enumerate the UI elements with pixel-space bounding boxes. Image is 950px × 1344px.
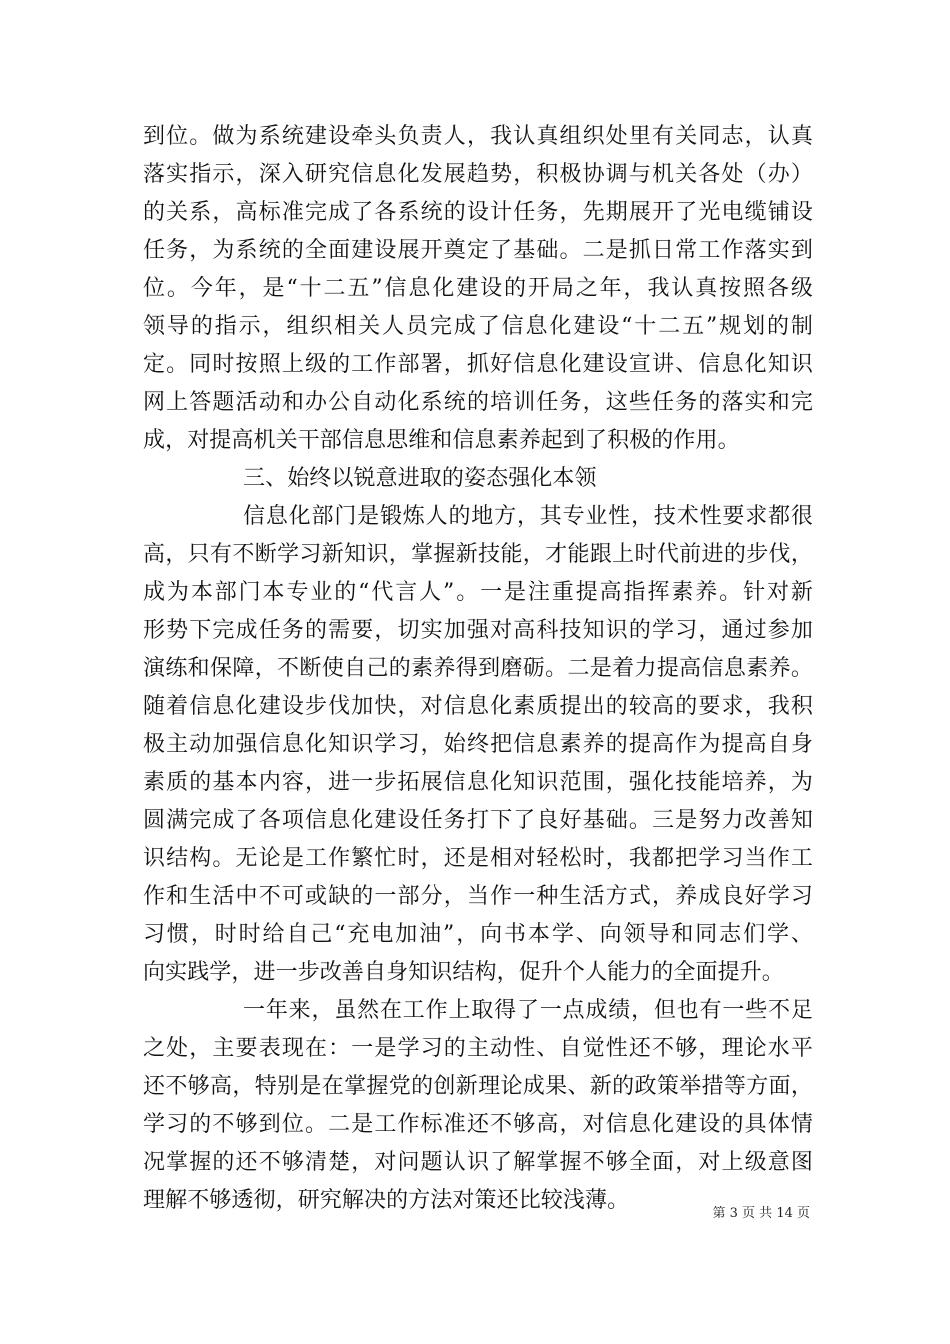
paragraph-first-line: 一年来，虽然在工作上取得了一点成绩，但也有一些不足 [243, 998, 813, 1023]
body-line: 形势下完成任务的需要，切实加强对高科技知识的学习，通过参加 [143, 618, 813, 643]
document-body [143, 118, 813, 1220]
body-line: 成为本部门本专业的“代言人”。一是注重提高指挥素养。针对新 [143, 580, 813, 605]
body-line: 随着信息化建设步伐加快，对信息化素质提出的较高的要求，我积 [143, 694, 813, 719]
body-line: 到位。做为系统建设牵头负责人，我认真组织处里有关同志，认真 [143, 124, 813, 149]
body-line: 理解不够透彻，研究解决的方法对策还比较浅薄。 [143, 1188, 630, 1213]
body-line: 素质的基本内容，进一步拓展信息化知识范围，强化技能培养，为 [143, 770, 813, 795]
body-line: 习惯，时时给自己“充电加油”，向书本学、向领导和同志们学、 [143, 922, 813, 947]
body-line: 领导的指示，组织相关人员完成了信息化建设“十二五”规划的制 [143, 314, 813, 339]
body-line: 高，只有不断学习新知识，掌握新技能，才能跟上时代前进的步伐， [143, 542, 813, 567]
body-line: 还不够高，特别是在掌握党的创新理论成果、新的政策举措等方面， [143, 1074, 813, 1099]
section-heading: 三、始终以锐意进取的姿态强化本领 [243, 466, 597, 491]
body-line: 作和生活中不可或缺的一部分，当作一种生活方式，养成良好学习 [143, 884, 813, 909]
page-number: 第 3 页 共 14 页 [712, 1206, 810, 1221]
body-line: 的关系，高标准完成了各系统的设计任务，先期展开了光电缆铺设 [143, 200, 813, 225]
body-line: 圆满完成了各项信息化建设任务打下了良好基础。三是努力改善知 [143, 808, 813, 833]
body-line: 向实践学，进一步改善自身知识结构，促升个人能力的全面提升。 [143, 960, 784, 985]
body-line: 之处，主要表现在：一是学习的主动性、自觉性还不够，理论水平 [143, 1036, 813, 1061]
body-line: 极主动加强信息化知识学习，始终把信息素养的提高作为提高自身 [143, 732, 813, 757]
body-line: 演练和保障，不断使自己的素养得到磨砺。二是着力提高信息素养。 [143, 656, 813, 681]
body-line: 学习的不够到位。二是工作标准还不够高，对信息化建设的具体情 [143, 1112, 813, 1137]
body-line: 定。同时按照上级的工作部署，抓好信息化建设宣讲、信息化知识 [143, 352, 813, 377]
paragraph-first-line: 信息化部门是锻炼人的地方，其专业性，技术性要求都很 [243, 504, 813, 529]
body-line: 位。今年，是“十二五”信息化建设的开局之年，我认真按照各级 [143, 276, 813, 301]
body-line: 识结构。无论是工作繁忙时，还是相对轻松时，我都把学习当作工 [143, 846, 813, 871]
body-line: 落实指示，深入研究信息化发展趋势，积极协调与机关各处（办） [143, 162, 813, 187]
body-line: 况掌握的还不够清楚，对问题认识了解掌握不够全面，对上级意图 [143, 1150, 813, 1175]
body-line: 网上答题活动和办公自动化系统的培训任务，这些任务的落实和完 [143, 390, 813, 415]
body-line: 成，对提高机关干部信息思维和信息素养起到了积极的作用。 [143, 428, 740, 453]
body-line: 任务，为系统的全面建设展开奠定了基础。二是抓日常工作落实到 [143, 238, 813, 263]
